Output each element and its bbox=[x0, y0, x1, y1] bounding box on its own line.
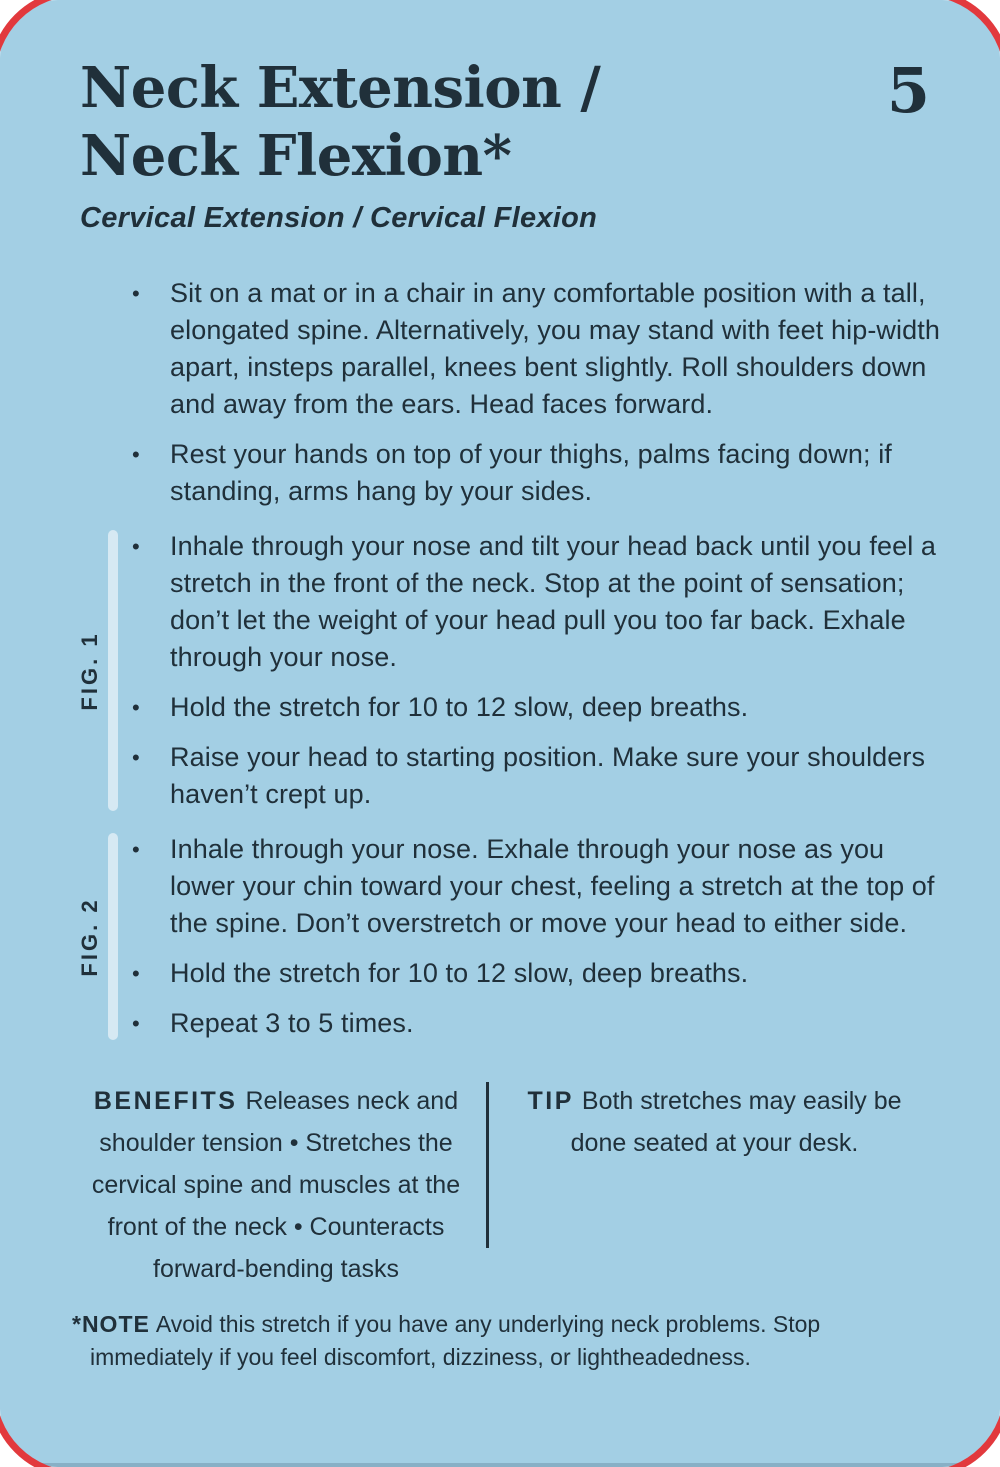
bullet-icon: • bbox=[132, 745, 140, 770]
bullet-icon: • bbox=[132, 281, 140, 306]
page-title bbox=[80, 54, 887, 190]
list-item bbox=[118, 831, 940, 942]
list-item bbox=[118, 275, 940, 423]
bullet-icon: • bbox=[132, 534, 140, 559]
subtitle: Cervical Extension / Cervical Flexion bbox=[80, 202, 598, 234]
fig1-section bbox=[77, 528, 940, 813]
fig2-section bbox=[77, 831, 940, 1042]
instruction-text: Raise your head to starting position. Make sure your shoulders haven’t crept up. bbox=[170, 742, 926, 809]
bullet-icon: • bbox=[132, 695, 140, 720]
fig1-bar bbox=[108, 530, 118, 811]
instruction-text: Hold the stretch for 10 to 12 slow, deep breaths. bbox=[170, 692, 749, 722]
instruction-text: Inhale through your nose. Exhale through your nose as you lower your chin toward your chest, feeling a stretch at the top of the spine. Don’t overstretch or move your head to either side. bbox=[170, 834, 935, 938]
title-line-1: Neck Extension / bbox=[80, 55, 601, 121]
benefits-block bbox=[80, 1080, 472, 1290]
list-item bbox=[118, 739, 940, 813]
card-header bbox=[80, 54, 940, 235]
footnote bbox=[72, 1308, 870, 1374]
page-number: 5 bbox=[886, 54, 930, 127]
tip-body: Both stretches may easily be done seated at your desk. bbox=[570, 1087, 902, 1157]
benefits-label: BENEFITS bbox=[93, 1087, 238, 1115]
list-item bbox=[118, 436, 940, 510]
benefits-text bbox=[80, 1080, 472, 1290]
title-row bbox=[80, 54, 940, 190]
bullet-icon: • bbox=[132, 837, 140, 862]
list-item bbox=[118, 1005, 940, 1042]
list-item bbox=[118, 955, 940, 992]
benefits-tip-section bbox=[80, 1080, 940, 1290]
instruction-text: Sit on a mat or in a chair in any comfortable position with a tall, elongated spine. Alternatively, you may stand with feet hip-width apart, insteps parallel, knees bent slightly. Roll shoulders down and away from the ears. Head faces forward. bbox=[170, 278, 940, 419]
instruction-text: Rest your hands on top of your thighs, palms facing down; if standing, arms hang by your sides. bbox=[170, 439, 892, 506]
tip-block bbox=[515, 1080, 940, 1164]
bullet-icon: • bbox=[132, 442, 140, 467]
fig2-label: FIG. 2 bbox=[77, 896, 102, 977]
bullet-icon: • bbox=[132, 961, 140, 986]
fig2-bar bbox=[108, 833, 118, 1040]
instruction-text: Hold the stretch for 10 to 12 slow, deep breaths. bbox=[170, 958, 749, 988]
benefits-body: Releases neck and shoulder tension • Stretches the cervical spine and muscles at the front of the neck • Counteracts forward-bending tasks bbox=[91, 1087, 461, 1283]
instructions bbox=[77, 275, 940, 1042]
bullet-icon: • bbox=[132, 1011, 140, 1036]
intro-section bbox=[118, 275, 940, 510]
tip-label: TIP bbox=[527, 1087, 574, 1115]
note-label: *NOTE bbox=[72, 1311, 150, 1337]
vertical-divider bbox=[486, 1082, 489, 1248]
fig1-label: FIG. 1 bbox=[77, 630, 102, 711]
list-item bbox=[118, 528, 940, 676]
title-line-2: Neck Flexion* bbox=[80, 123, 512, 189]
instruction-text: Repeat 3 to 5 times. bbox=[170, 1008, 414, 1038]
note-body: Avoid this stretch if you have any underlying neck problems. Stop immediately if you feel discomfort, dizziness, or lightheadedness. bbox=[90, 1311, 821, 1370]
instruction-text: Inhale through your nose and tilt your head back until you feel a stretch in the front of the neck. Stop at the point of sensation; don’t let the weight of your head pull you too far back. Exhale through your nose. bbox=[170, 531, 937, 672]
tip-text bbox=[515, 1080, 914, 1164]
list-item bbox=[118, 689, 940, 726]
